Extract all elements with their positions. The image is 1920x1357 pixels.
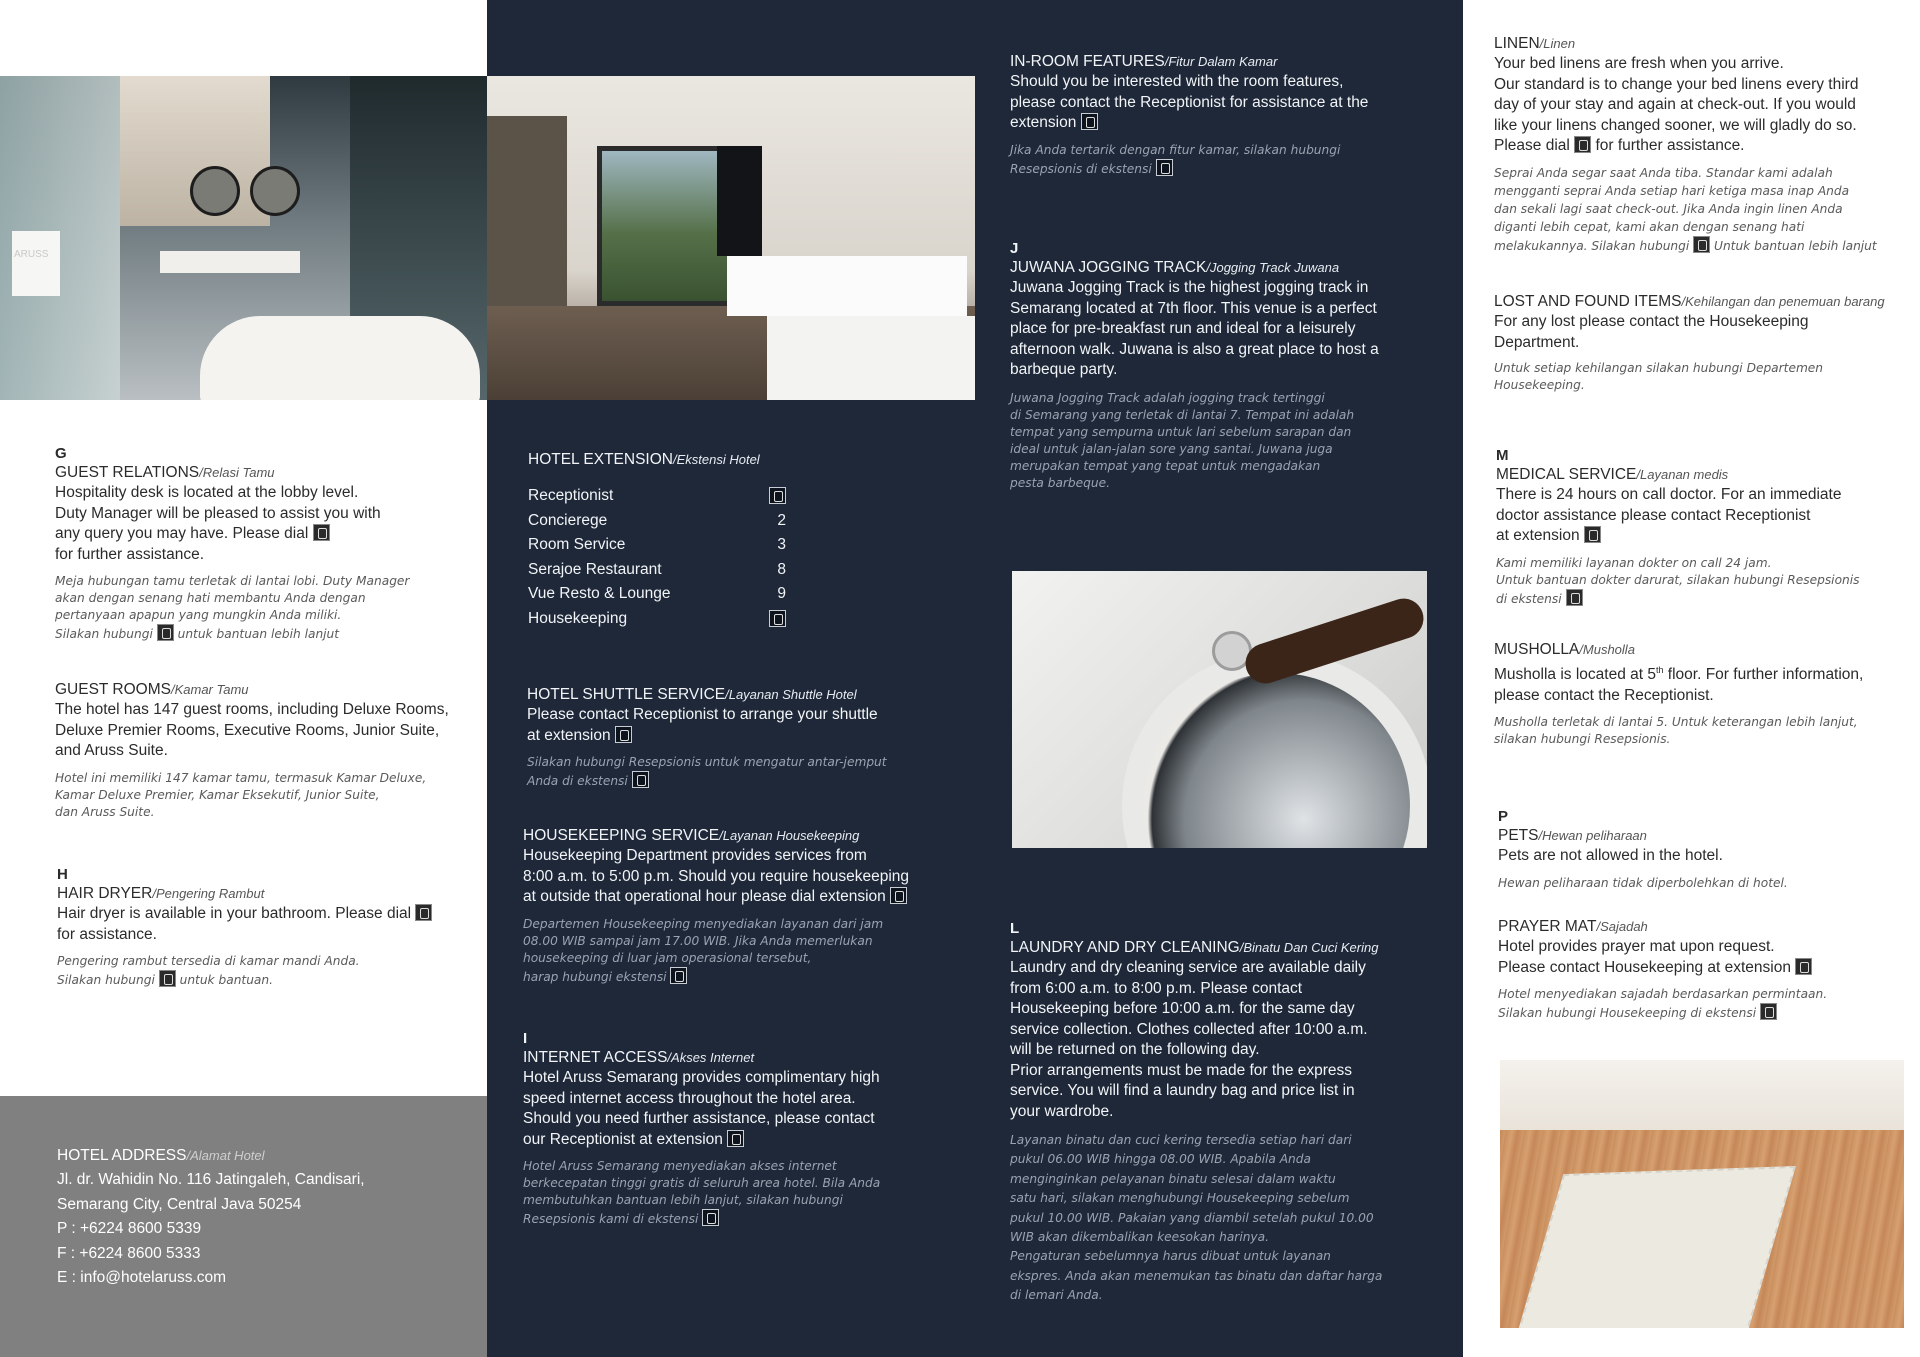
phone-extension-icon bbox=[769, 487, 786, 504]
laundry-photo bbox=[1012, 571, 1427, 848]
linen-id-text: Seprai Anda segar saat Anda tiba. Standar kami adalah mengganti seprai Anda setiap hari ketiga masa inap Anda dan sekali lagi saat check-out. Jika Anda ingin linen Anda diganti lebih cepat, kami akan dengan senang hati melakukannya. Silakan hubungi Untuk bantuan lebih lanjut bbox=[1494, 165, 1877, 253]
pets-title: PETS/Hewan peliharaan bbox=[1498, 827, 1647, 844]
jogging-id-text: Juwana Jogging Track adalah jogging track tertinggi di Semarang yang terletak di lantai 7. Tempat ini adalah tempat yang sempurna untuk lari sebelum sarapan dan ideal untuk jalan-jalan sore yang santai. Juwana juga merupakan tempat yang tepat untuk mengadakan pesta barbeque. bbox=[1010, 390, 1355, 490]
phone-extension-icon bbox=[1574, 136, 1591, 153]
phone-extension-icon bbox=[702, 1209, 719, 1226]
phone-extension-icon bbox=[415, 904, 432, 921]
in-room-text: Should you be interested with the room features, please contact the Receptionist for assistance at the extension bbox=[1010, 73, 1369, 131]
phone-extension-icon bbox=[313, 524, 330, 541]
lost-found-text: For any lost please contact the Housekeeping Department. bbox=[1494, 313, 1809, 351]
medical-section bbox=[1496, 447, 1916, 608]
lost-found-section bbox=[1494, 292, 1914, 394]
extension-row: Room Service 3 bbox=[528, 536, 786, 553]
lost-found-id-text: Untuk setiap kehilangan silakan hubungi Departemen Housekeeping. bbox=[1494, 361, 1824, 392]
hotel-extension-section bbox=[528, 450, 948, 631]
section-letter: H bbox=[57, 866, 68, 883]
phone-extension-icon bbox=[1584, 526, 1601, 543]
musholla-section bbox=[1494, 640, 1914, 748]
phone-extension-icon bbox=[727, 1130, 744, 1147]
extension-row: Receptionist bbox=[528, 484, 786, 509]
phone-extension-icon bbox=[1081, 113, 1098, 130]
jogging-title: JUWANA JOGGING TRACK/Jogging Track Juwana bbox=[1010, 259, 1340, 276]
laundry-text: Laundry and dry cleaning service are available daily from 6:00 a.m. to 8:00 p.m. Please contact Housekeeping before 10:00 a.m. for the same day service collection. Clothes collected after 10:00 a.m. will be returned on the following day. Prior arrangements must be made for the express service. You will find a laundry bag and price list in your wardrobe. bbox=[1010, 959, 1368, 1120]
extension-table bbox=[528, 484, 786, 631]
bathroom-photo bbox=[0, 76, 487, 400]
phone-extension-icon bbox=[1693, 236, 1710, 253]
pets-section bbox=[1498, 808, 1918, 892]
shuttle-title: HOTEL SHUTTLE SERVICE/Layanan Shuttle Hotel bbox=[527, 686, 857, 703]
internet-section bbox=[523, 1030, 963, 1228]
phone-extension-icon bbox=[1795, 958, 1812, 975]
section-letter: L bbox=[1010, 920, 1020, 937]
in-room-section bbox=[1010, 52, 1450, 178]
prayer-title: PRAYER MAT/Sajadah bbox=[1498, 918, 1648, 935]
section-letter: P bbox=[1498, 808, 1509, 825]
address-email[interactable]: E : info@hotelaruss.com bbox=[57, 1269, 227, 1286]
extension-row: Housekeeping bbox=[528, 607, 786, 632]
linen-text: Your bed linens are fresh when you arrive. Our standard is to change your bed linens every third day of your stay and again at check-out. If you would like your linens changed sooner, we will gladly do so. Please dial for further assistance. bbox=[1494, 55, 1859, 154]
hair-dryer-text: Hair dryer is available in your bathroom. Please dial for assistance. bbox=[57, 904, 477, 945]
guest-relations-id-text: Meja hubungan tamu terletak di lantai lobi. Duty Manager akan dengan senang hati membantu Anda dengan pertanyaan apapun yang mungkin Anda miliki. Silakan hubungi untuk bantuan lebih lanjut bbox=[55, 574, 410, 641]
guest-rooms-id-text: Hotel ini memiliki 147 kamar tamu, termasuk Kamar Deluxe, Kamar Deluxe Premier, Kamar Eksekutif, Junior Suite, dan Aruss Suite. bbox=[55, 770, 427, 819]
pets-id-text: Hewan peliharaan tidak diperbolehkan di hotel. bbox=[1498, 875, 1788, 890]
prayer-mat-photo bbox=[1500, 1060, 1904, 1328]
internet-title: INTERNET ACCESS/Akses Internet bbox=[523, 1049, 755, 1066]
phone-extension-icon bbox=[769, 610, 786, 627]
hotel-address-title: HOTEL ADDRESS/Alamat Hotel bbox=[57, 1147, 265, 1164]
phone-extension-icon bbox=[1566, 589, 1583, 606]
guest-rooms-text: The hotel has 147 guest rooms, including Deluxe Rooms, Deluxe Premier Rooms, Executive Rooms, Junior Suite, and Aruss Suite. bbox=[55, 701, 449, 759]
phone-extension-icon bbox=[1156, 159, 1173, 176]
laundry-id-text: Layanan binatu dan cuci kering tersedia setiap hari dari pukul 06.00 WIB hingga 08.00 WIB. Apabila Anda menginginkan pelayanan binatu selesai dalam waktu satu hari, silakan menghubungi Housekeeping sebelum pukul 10.00 WIB. Pakaian yang diambil setelah pukul 10.00 WIB akan dikembalikan keesokan harinya. Pengaturan sebelumnya harus dibuat untuk layanan ekspres. Anda akan menemukan tas binatu dan daftar harga di lemari Anda. bbox=[1010, 1133, 1383, 1303]
address-line: Jl. dr. Wahidin No. 116 Jatingaleh, Candisari, bbox=[57, 1171, 365, 1188]
housekeeping-text: Housekeeping Department provides services from 8:00 a.m. to 5:00 p.m. Should you require housekeeping at outside that operational hour please dial extension bbox=[523, 847, 910, 905]
phone-extension-icon bbox=[159, 970, 176, 987]
prayer-section bbox=[1498, 917, 1918, 1022]
address-phone[interactable]: P : +6224 8600 5339 bbox=[57, 1220, 202, 1237]
section-letter: G bbox=[55, 445, 67, 462]
section-h bbox=[57, 866, 477, 989]
guest-relations-text: Hospitality desk is located at the lobby level. Duty Manager will be pleased to assist you with any query you may have. Please dial for further assistance. bbox=[55, 484, 381, 563]
medical-title: MEDICAL SERVICE/Layanan medis bbox=[1496, 466, 1729, 483]
section-guest-rooms bbox=[55, 680, 485, 821]
linen-section bbox=[1494, 34, 1914, 255]
housekeeping-title: HOUSEKEEPING SERVICE/Layanan Housekeeping bbox=[523, 827, 860, 844]
internet-id-text: Hotel Aruss Semarang menyediakan akses internet berkecepatan tinggi gratis di seluruh area hotel. Bila Anda membutuhkan bantuan lebih lanjut, silakan hubungi Resepsionis kami di ekstensi bbox=[523, 1159, 881, 1226]
housekeeping-id-text: Departemen Housekeeping menyediakan layanan dari jam 08.00 WIB sampai jam 17.00 WIB. Jika Anda memerlukan housekeeping di luar jam operasional tersebut, harap hubungi ekstensi bbox=[523, 916, 884, 984]
pets-text: Pets are not allowed in the hotel. bbox=[1498, 847, 1723, 864]
section-letter: M bbox=[1496, 447, 1509, 464]
linen-title: LINEN/Linen bbox=[1494, 35, 1576, 52]
guest-room-photo bbox=[487, 76, 975, 400]
phone-extension-icon bbox=[890, 887, 907, 904]
section-letter: I bbox=[523, 1030, 528, 1047]
housekeeping-section bbox=[523, 826, 973, 986]
jogging-text: Juwana Jogging Track is the highest jogging track in Semarang located at 7th floor. This venue is a perfect place for pre-breakfast run and ideal for a leisurely afternoon walk. Juwana is also a great place to host a barbeque party. bbox=[1010, 279, 1379, 378]
hotel-extension-title: HOTEL EXTENSION/Ekstensi Hotel bbox=[528, 451, 760, 468]
address-line: Semarang City, Central Java 50254 bbox=[57, 1195, 302, 1213]
medical-text: There is 24 hours on call doctor. For an immediate doctor assistance please contact Receptionist at extension bbox=[1496, 486, 1842, 544]
shuttle-text: Please contact Receptionist to arrange your shuttle at extension bbox=[527, 706, 878, 744]
section-g bbox=[55, 445, 475, 643]
prayer-id-text: Hotel menyediakan sajadah berdasarkan permintaan. Silakan hubungi Housekeeping di ekstensi bbox=[1498, 987, 1828, 1020]
extension-row: Concierege 2 bbox=[528, 511, 786, 529]
section-letter: J bbox=[1010, 240, 1019, 257]
laundry-title: LAUNDRY AND DRY CLEANING/Binatu Dan Cuci Kering bbox=[1010, 939, 1379, 956]
jogging-section bbox=[1010, 240, 1450, 492]
phone-extension-icon bbox=[615, 726, 632, 743]
address-fax: F : +6224 8600 5333 bbox=[57, 1244, 201, 1262]
hotel-address-panel bbox=[0, 1096, 487, 1357]
phone-extension-icon bbox=[1760, 1003, 1777, 1020]
shuttle-id-text: Silakan hubungi Resepsionis untuk mengatur antar-jemput Anda di ekstensi bbox=[527, 755, 887, 788]
hair-dryer-id-text: Pengering rambut tersedia di kamar mandi Anda. Silakan hubungi untuk bantuan. bbox=[57, 954, 360, 987]
lost-found-title: LOST AND FOUND ITEMS/Kehilangan dan penemuan barang bbox=[1494, 293, 1885, 310]
guest-rooms-title: GUEST ROOMS/Kamar Tamu bbox=[55, 681, 249, 698]
musholla-id-text: Musholla terletak di lantai 5. Untuk keterangan lebih lanjut, silakan hubungi Resepsionis. bbox=[1494, 715, 1858, 747]
extension-row: Serajoe Restaurant 8 bbox=[528, 560, 786, 578]
in-room-title: IN-ROOM FEATURES/Fitur Dalam Kamar bbox=[1010, 53, 1278, 70]
towel-logo: ARUSS bbox=[12, 231, 60, 296]
extension-row: Vue Resto & Lounge 9 bbox=[528, 585, 786, 602]
guest-relations-title: GUEST RELATIONS/Relasi Tamu bbox=[55, 464, 275, 481]
musholla-title: MUSHOLLA/Musholla bbox=[1494, 641, 1635, 658]
medical-id-text: Kami memiliki layanan dokter on call 24 jam. Untuk bantuan dokter darurat, silakan hubungi Resepsionis di ekstensi bbox=[1496, 555, 1860, 606]
phone-extension-icon bbox=[157, 624, 174, 641]
musholla-text: Musholla is located at 5th floor. For further information, please contact the Receptionist. bbox=[1494, 665, 1864, 704]
phone-extension-icon bbox=[670, 967, 687, 984]
laundry-section bbox=[1010, 920, 1455, 1306]
shuttle-section bbox=[527, 685, 967, 790]
internet-text: Hotel Aruss Semarang provides complimentary high speed internet access throughout the hotel area. Should you need further assistance, please contact our Receptionist at extension bbox=[523, 1069, 880, 1148]
phone-extension-icon bbox=[632, 771, 649, 788]
in-room-id-text: Jika Anda tertarik dengan fitur kamar, silakan hubungi Resepsionis di ekstensi bbox=[1010, 142, 1341, 176]
hair-dryer-title: HAIR DRYER/Pengering Rambut bbox=[57, 885, 265, 902]
prayer-text: Hotel provides prayer mat upon request. Please contact Housekeeping at extension bbox=[1498, 937, 1918, 978]
